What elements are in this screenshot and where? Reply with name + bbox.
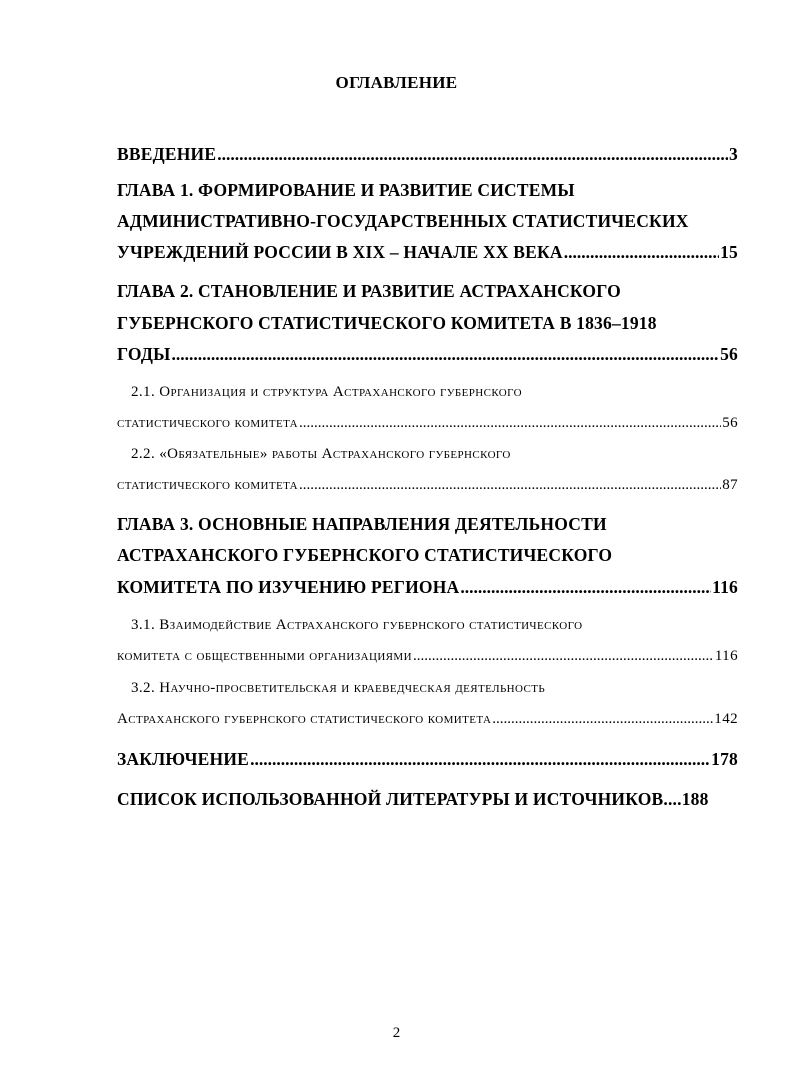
toc-entry-s32-line1[interactable]: [117, 680, 738, 697]
toc-entry-conclusion[interactable]: [117, 749, 738, 770]
toc-entry-text: 3.1. Взаимодействие Астраханского губернского статистического: [131, 617, 583, 633]
toc-entry-text: 2.2. «Обязательные» работы Астраханского губернского: [131, 446, 511, 462]
toc-page-number: 188: [681, 789, 709, 809]
leader-dots: [299, 477, 721, 494]
toc-entry-text: АДМИНИСТРАТИВНО-ГОСУДАРСТВЕННЫХ СТАТИСТИЧЕСКИХ: [117, 211, 689, 231]
toc-entry-s22-line1[interactable]: [117, 446, 738, 463]
toc-entry-text: ГУБЕРНСКОГО СТАТИСТИЧЕСКОГО КОМИТЕТА В 1836–1918: [117, 313, 657, 333]
toc-entry-text: 3.2. Научно-просветительская и краеведческая деятельность: [131, 680, 546, 696]
toc-page-number: 56: [720, 344, 738, 364]
toc-entry-s21-line1[interactable]: [117, 384, 738, 401]
toc-entry-ch1-line2[interactable]: [117, 211, 738, 232]
toc-entry-ch1-line1[interactable]: [117, 180, 738, 201]
page-number: 2: [392, 1025, 401, 1041]
leader-dots: [299, 415, 721, 432]
toc-entry-s21-line2[interactable]: [117, 415, 738, 432]
toc-entry-s32-line2[interactable]: [117, 711, 738, 728]
toc-entry-ch3-line3[interactable]: [117, 577, 738, 598]
toc-page-number: 87: [722, 477, 738, 493]
leader-dots: [413, 648, 714, 665]
toc-entry-text: ГЛАВА 2. СТАНОВЛЕНИЕ И РАЗВИТИЕ АСТРАХАНСКОГО: [117, 281, 621, 301]
toc-entry-text: ГЛАВА 3. ОСНОВНЫЕ НАПРАВЛЕНИЯ ДЕЯТЕЛЬНОСТИ: [117, 514, 607, 534]
leader-dots: [217, 144, 728, 165]
toc-entry-text: ГОДЫ: [117, 344, 171, 364]
toc-entry-ch3-line1[interactable]: [117, 514, 738, 535]
toc-entry-s31-line1[interactable]: [117, 617, 738, 634]
toc-page-number: 116: [712, 577, 738, 597]
leader-dots: [492, 711, 713, 728]
toc-entry-text: АСТРАХАНСКОГО ГУБЕРНСКОГО СТАТИСТИЧЕСКОГО: [117, 545, 613, 565]
toc-page-number: 3: [729, 144, 738, 164]
leader-dots: [564, 242, 719, 263]
leader-dots: ....: [663, 789, 682, 809]
toc-entry-text: ЗАКЛЮЧЕНИЕ: [117, 749, 250, 769]
toc-page-number: 116: [714, 648, 738, 664]
toc-page-number: 142: [714, 711, 738, 727]
toc-entry-text: комитета с общественными организациями: [117, 648, 412, 664]
toc-entry-s22-line2[interactable]: [117, 477, 738, 494]
toc-entry-references[interactable]: [117, 789, 738, 810]
toc-entry-text: Астраханского губернского статистического комитета: [117, 711, 492, 727]
toc-entry-text: УЧРЕЖДЕНИЙ РОССИИ В XIX – НАЧАЛЕ XX ВЕКА: [117, 242, 563, 262]
toc-page-number: 178: [711, 749, 738, 769]
leader-dots: [171, 344, 719, 365]
toc-entry-text: 2.1. Организация и структура Астраханского губернского: [131, 384, 522, 400]
toc-entry-text: СПИСОК ИСПОЛЬЗОВАННОЙ ЛИТЕРАТУРЫ И ИСТОЧНИКОВ: [117, 789, 664, 809]
toc-entry-text: статистического комитета: [117, 477, 299, 493]
toc-entry-ch2-line3[interactable]: [117, 344, 738, 365]
toc-page-number: 15: [720, 242, 738, 262]
toc-entry-text: статистического комитета: [117, 415, 299, 431]
toc-entry-text: ГЛАВА 1. ФОРМИРОВАНИЕ И РАЗВИТИЕ СИСТЕМЫ: [117, 180, 575, 200]
toc-page-number: 56: [722, 415, 738, 431]
leader-dots: [250, 749, 710, 770]
toc-entry-ch3-line2[interactable]: [117, 545, 738, 566]
page-title: ОГЛАВЛЕНИЕ: [335, 73, 458, 92]
leader-dots: [460, 577, 711, 598]
toc-entry-intro[interactable]: [117, 144, 738, 165]
toc-entry-ch2-line1[interactable]: [117, 281, 738, 302]
toc-entry-ch1-line3[interactable]: [117, 242, 738, 263]
toc-entry-ch2-line2[interactable]: [117, 313, 738, 334]
toc-entry-text: ВВЕДЕНИЕ: [117, 144, 217, 164]
toc-entry-text: КОМИТЕТА ПО ИЗУЧЕНИЮ РЕГИОНА: [117, 577, 460, 597]
toc-entry-s31-line2[interactable]: [117, 648, 738, 665]
